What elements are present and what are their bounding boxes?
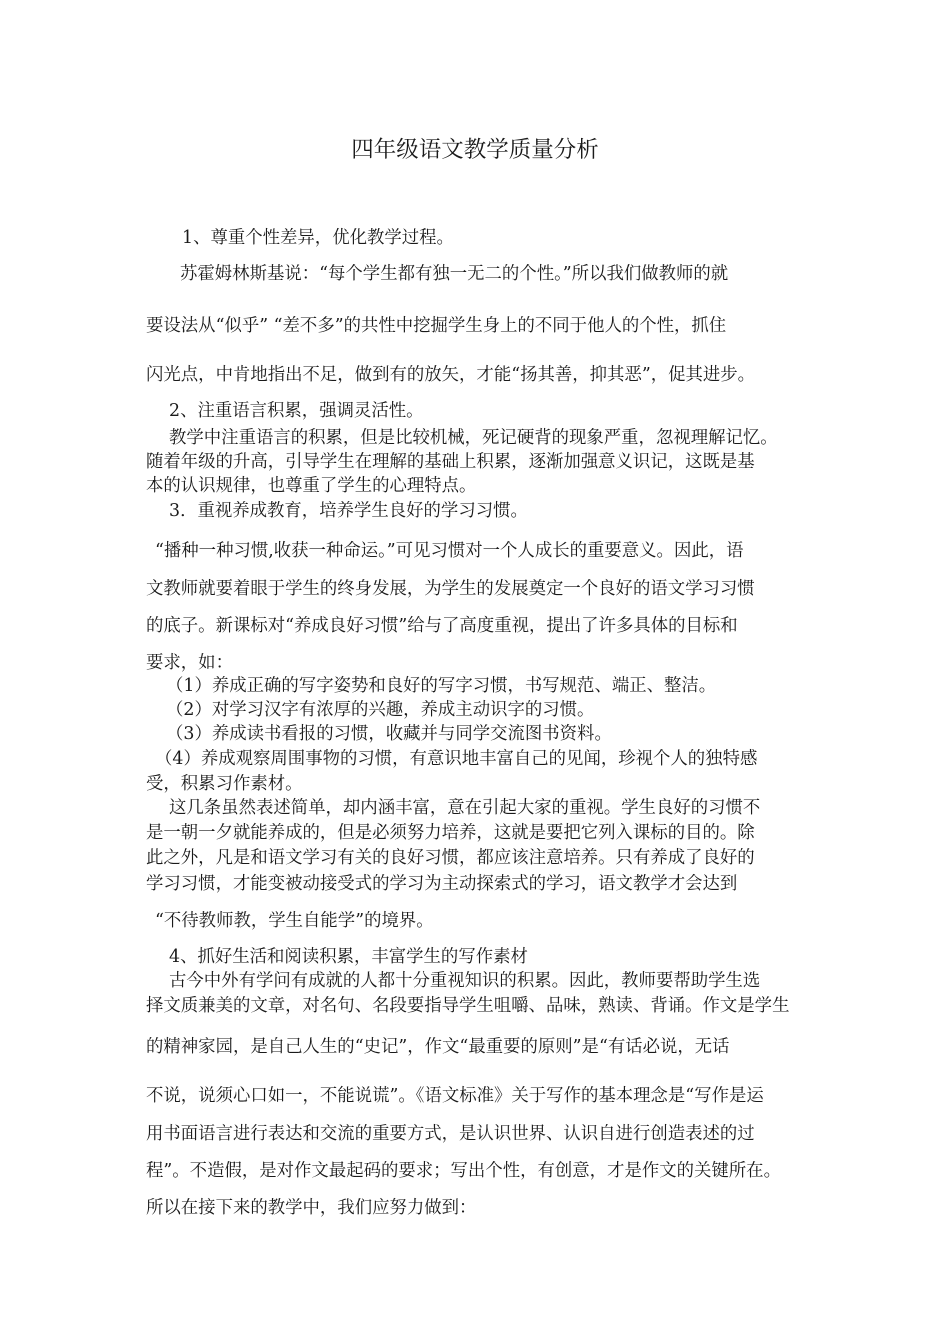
paragraph-line: 本的认识规律，也尊重了学生的心理特点。 bbox=[146, 476, 477, 496]
paragraph-line: 闪光点，中肯地指出不足，做到有的放矢，才能“扬其善，抑其恶”，促其进步。 bbox=[146, 365, 756, 385]
section-heading-1: 1、尊重个性差异，优化教学过程。 bbox=[182, 228, 454, 248]
paragraph-line: 要设法从“似乎” “差不多”的共性中挖掘学生身上的不同于他人的个性，抓住 bbox=[146, 316, 727, 336]
paragraph-line: 要求，如： bbox=[146, 653, 233, 673]
paragraph-line: 的底子。新课标对“养成良好习惯”给与了高度重视，提出了许多具体的目标和 bbox=[146, 616, 738, 636]
list-item: 受，积累习作素材。 bbox=[146, 774, 303, 794]
list-item: （3）养成读书看报的习惯，收藏并与同学交流图书资料。 bbox=[166, 724, 612, 744]
section-heading-3: 3．重视养成教育，培养学生良好的学习习惯。 bbox=[169, 501, 528, 521]
paragraph-line: 苏霍姆林斯基说：“每个学生都有独一无二的个性。”所以我们做教师的就 bbox=[180, 264, 729, 284]
list-item: （2）对学习汉字有浓厚的兴趣，养成主动识字的习惯。 bbox=[166, 700, 595, 720]
list-item: （4）养成观察周围事物的习惯，有意识地丰富自己的见闻，珍视个人的独特感 bbox=[155, 749, 758, 769]
paragraph-line: 文教师就要着眼于学生的终身发展，为学生的发展奠定一个良好的语文学习习惯 bbox=[146, 579, 755, 599]
list-item: （1）养成正确的写字姿势和良好的写字习惯，书写规范、端正、整洁。 bbox=[166, 676, 717, 696]
paragraph-line: 程”。不造假，是对作文最起码的要求；写出个性，有创意，才是作文的关键所在。 bbox=[146, 1161, 781, 1181]
paragraph-line: “播种一种习惯,收获一种命运。”可见习惯对一个人成长的重要意义。因此，语 bbox=[155, 541, 744, 561]
paragraph-line: 用书面语言进行表达和交流的重要方式，是认识世界、认识自进行创造表述的过 bbox=[146, 1124, 755, 1144]
document-title: 四年级语文教学质量分析 bbox=[351, 137, 599, 163]
paragraph-line: 此之外，凡是和语文学习有关的良好习惯，都应该注意培养。只有养成了良好的 bbox=[146, 848, 755, 868]
paragraph-line: 教学中注重语言的积累，但是比较机械，死记硬背的现象严重，忽视理解记忆。 bbox=[169, 428, 778, 448]
paragraph-line: 的精神家园，是自己人生的“史记”，作文“最重要的原则”是“有话必说，无话 bbox=[146, 1037, 730, 1057]
paragraph-line: 不说，说须心口如一，不能说谎”。《语文标准》关于写作的基本理念是“写作是运 bbox=[146, 1086, 764, 1106]
paragraph-line: 学习习惯，才能变被动接受式的学习为主动探索式的学习，语文教学才会达到 bbox=[146, 874, 738, 894]
paragraph-line: “不待教师教，学生自能学”的境界。 bbox=[155, 911, 434, 931]
paragraph-line: 随着年级的升高，引导学生在理解的基础上积累，逐渐加强意义识记，这既是基 bbox=[146, 452, 755, 472]
section-heading-4: 4、抓好生活和阅读积累，丰富学生的写作素材 bbox=[169, 947, 528, 967]
paragraph-line: 古今中外有学问有成就的人都十分重视知识的积累。因此，教师要帮助学生选 bbox=[169, 971, 761, 991]
paragraph-line: 择文质兼美的文章，对名句、名段要指导学生咀嚼、品味，熟读、背诵。作文是学生 bbox=[146, 996, 790, 1016]
paragraph-line: 是一朝一夕就能养成的，但是必须努力培养，这就是要把它列入课标的目的。除 bbox=[146, 823, 755, 843]
paragraph-line: 这几条虽然表述简单，却内涵丰富，意在引起大家的重视。学生良好的习惯不 bbox=[169, 798, 761, 818]
section-heading-2: 2、注重语言积累，强调灵活性。 bbox=[169, 401, 424, 421]
paragraph-line: 所以在接下来的教学中，我们应努力做到： bbox=[146, 1198, 477, 1218]
